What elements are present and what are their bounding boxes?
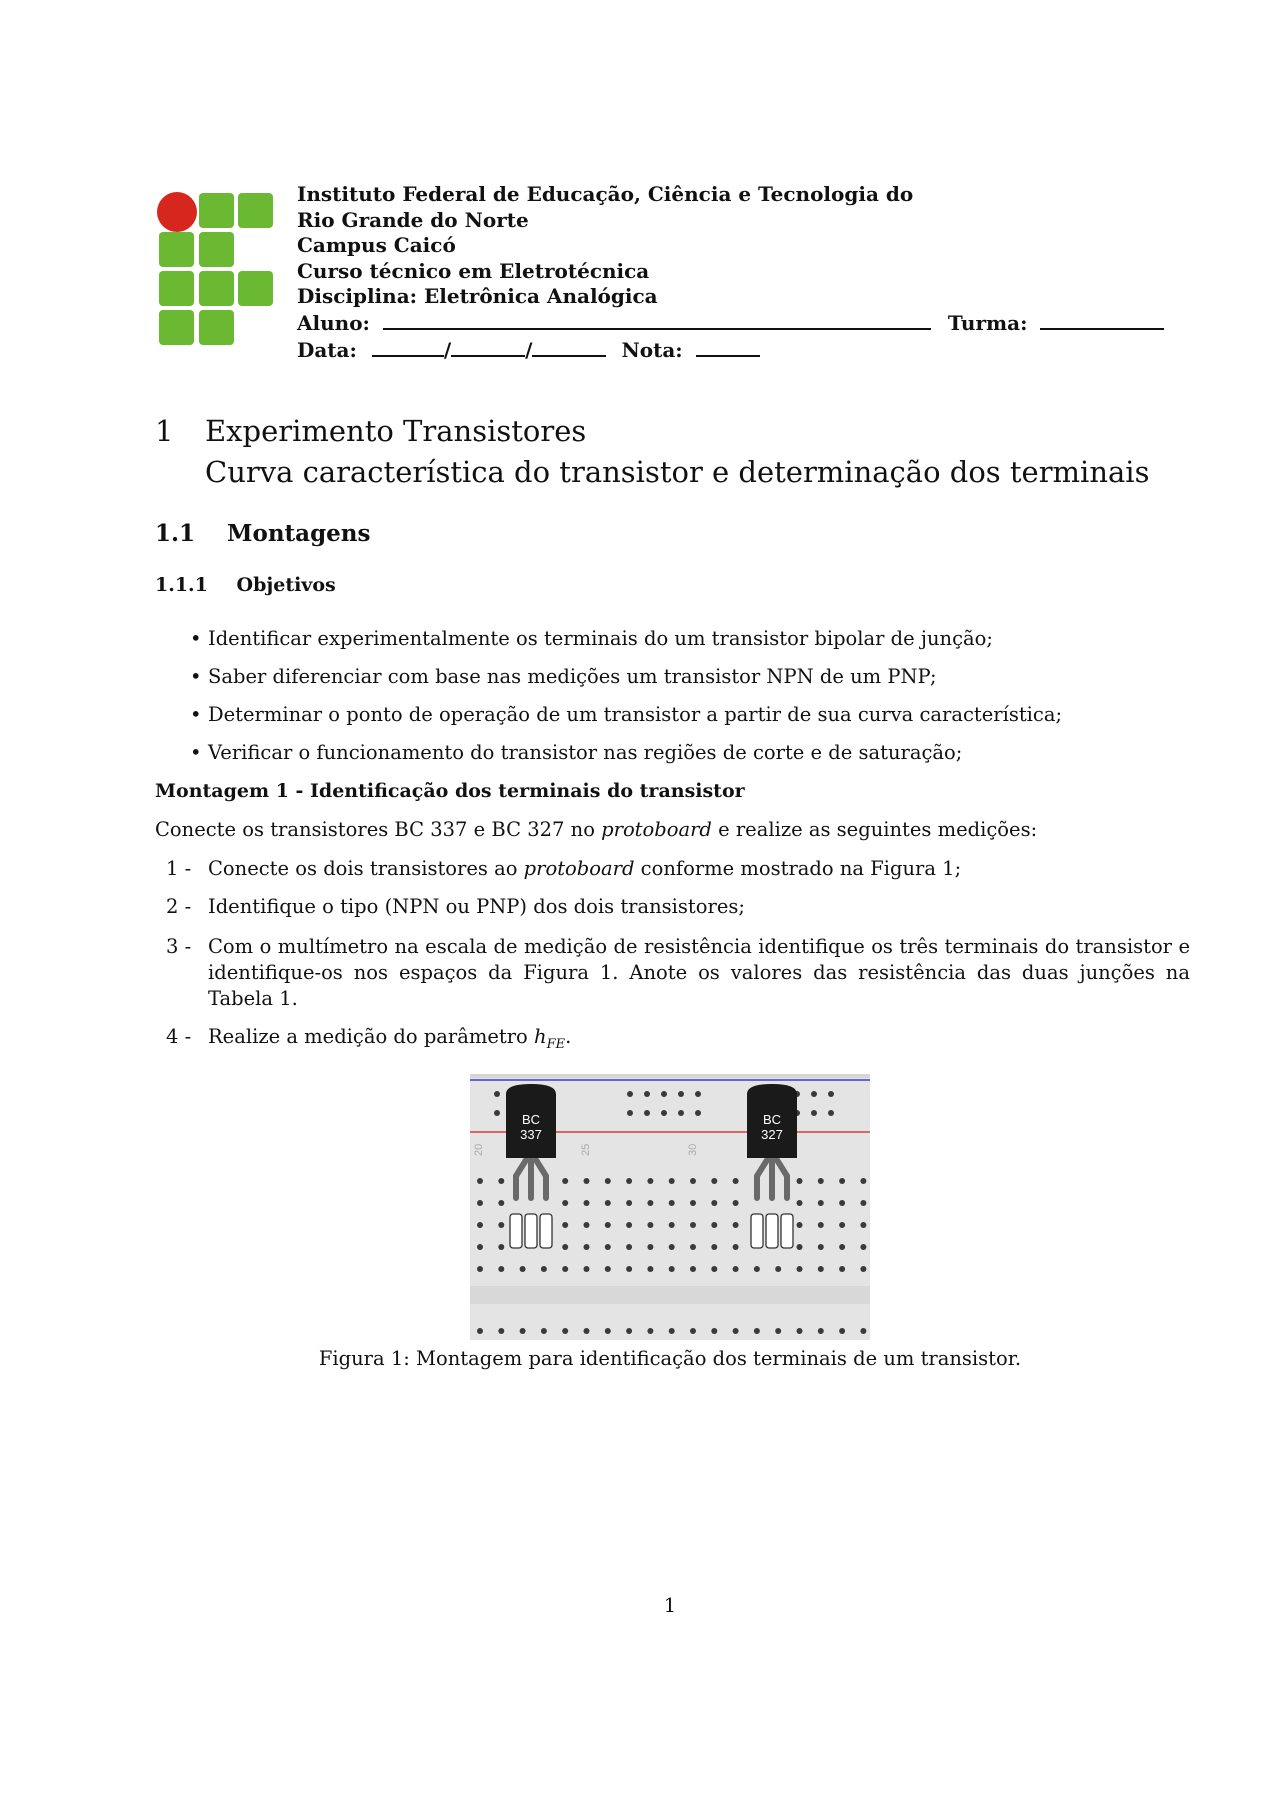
step-number: 3 - — [166, 935, 192, 958]
breadboard-hole — [860, 1178, 866, 1184]
breadboard-hole — [498, 1266, 504, 1272]
section-1-title-line1: Experimento Transistores — [205, 414, 587, 448]
breadboard-hole — [818, 1200, 824, 1206]
institution-line2: Rio Grande do Norte — [297, 207, 529, 232]
course: Curso técnico em Eletrotécnica — [297, 258, 650, 283]
breadboard-hole — [477, 1178, 483, 1184]
breadboard-hole — [584, 1244, 590, 1250]
breadboard-hole — [562, 1222, 568, 1228]
column-label: 20 — [473, 1143, 485, 1156]
breadboard-hole — [494, 1091, 500, 1097]
breadboard-hole — [839, 1266, 845, 1272]
section-1-1-heading — [155, 520, 370, 547]
transistor-bc327 — [747, 1084, 797, 1198]
breadboard-hole — [627, 1091, 633, 1097]
breadboard-hole — [690, 1200, 696, 1206]
campus: Campus Caicó — [297, 233, 456, 258]
breadboard-hole — [733, 1328, 739, 1334]
breadboard-hole — [644, 1110, 650, 1116]
step-number: 2 - — [166, 895, 192, 918]
section-1-1-number: 1.1 — [155, 520, 196, 547]
page-number: 1 — [663, 1594, 677, 1617]
section-1-heading — [155, 411, 1155, 495]
breadboard-hole — [797, 1244, 803, 1250]
breadboard-hole — [669, 1266, 675, 1272]
list-item: • Identificar experimentalmente os terminais do um transistor bipolar de junção; — [190, 627, 993, 650]
date-row — [297, 337, 1164, 364]
breadboard-hole — [733, 1266, 739, 1272]
breadboard-hole — [584, 1222, 590, 1228]
breadboard-hole — [626, 1244, 632, 1250]
breadboard-hole — [818, 1244, 824, 1250]
breadboard-hole — [605, 1200, 611, 1206]
param-hfe: $h_{FE}$ — [534, 1025, 566, 1052]
breadboard-hole — [498, 1200, 504, 1206]
section-1-1-1-title: Objetivos — [236, 574, 336, 596]
ifrn-logo — [157, 192, 275, 348]
breadboard-hole — [562, 1244, 568, 1250]
breadboard-hole — [520, 1328, 526, 1334]
section-1-1-title: Montagens — [227, 520, 371, 547]
breadboard-hole — [860, 1222, 866, 1228]
breadboard-hole — [775, 1266, 781, 1272]
breadboard-hole — [860, 1266, 866, 1272]
breadboard-hole — [711, 1222, 717, 1228]
breadboard-hole — [733, 1200, 739, 1206]
breadboard-hole — [647, 1200, 653, 1206]
logo-red-circle — [157, 192, 197, 232]
breadboard-hole — [797, 1222, 803, 1228]
figure-caption: Figura 1: Montagem para identificação dos terminais de um transistor. — [318, 1347, 1022, 1370]
step-item: 4 - Realize a medição do parâmetro $h_{FE}$. — [166, 1025, 572, 1052]
breadboard-hole — [477, 1266, 483, 1272]
breadboard-hole — [733, 1178, 739, 1184]
breadboard-hole — [584, 1200, 590, 1206]
breadboard-hole — [690, 1178, 696, 1184]
breadboard-hole — [754, 1266, 760, 1272]
date-separator: / — [525, 337, 533, 362]
breadboard-hole — [498, 1178, 504, 1184]
breadboard-hole — [754, 1328, 760, 1334]
breadboard-hole — [562, 1266, 568, 1272]
breadboard-hole — [828, 1091, 834, 1097]
breadboard-hole — [818, 1266, 824, 1272]
list-item: • Verificar o funcionamento do transistor nas regiões de corte e de saturação; — [190, 741, 963, 764]
breadboard-hole — [678, 1091, 684, 1097]
breadboard-hole — [669, 1328, 675, 1334]
grade-label: Nota: — [621, 337, 683, 362]
breadboard-hole — [647, 1178, 653, 1184]
breadboard-hole — [711, 1266, 717, 1272]
breadboard-hole — [584, 1178, 590, 1184]
breadboard-hole — [477, 1328, 483, 1334]
bullet: • — [190, 703, 202, 726]
section-1-1-1-number: 1.1.1 — [155, 574, 208, 596]
column-label: 25 — [580, 1143, 592, 1156]
breadboard-hole — [695, 1091, 701, 1097]
breadboard-hole — [860, 1200, 866, 1206]
breadboard-hole — [669, 1178, 675, 1184]
breadboard-hole — [839, 1244, 845, 1250]
date-day-field[interactable] — [372, 337, 444, 357]
step-item: 1 - Conecte os dois transistores ao protoboard conforme mostrado na Figura 1; — [166, 857, 962, 880]
breadboard-hole — [562, 1328, 568, 1334]
breadboard-hole — [605, 1178, 611, 1184]
breadboard-hole — [605, 1266, 611, 1272]
class-label: Turma: — [947, 310, 1028, 335]
breadboard-hole — [627, 1110, 633, 1116]
transistor-label: 327 — [761, 1127, 783, 1142]
institution-line1: Instituto Federal de Educação, Ciência e Tecnologia do — [297, 182, 914, 206]
breadboard-hole — [828, 1110, 834, 1116]
breadboard-hole — [818, 1178, 824, 1184]
step-item: 2 - Identifique o tipo (NPN ou PNP) dos dois transistores; — [166, 895, 745, 918]
breadboard-hole — [584, 1328, 590, 1334]
breadboard-hole — [605, 1244, 611, 1250]
breadboard-hole — [541, 1266, 547, 1272]
discipline: Disciplina: Eletrônica Analógica — [297, 284, 658, 309]
breadboard-hole — [626, 1222, 632, 1228]
breadboard-hole — [477, 1244, 483, 1250]
breadboard-hole — [669, 1244, 675, 1250]
breadboard-hole — [839, 1328, 845, 1334]
bullet: • — [190, 627, 202, 650]
breadboard-hole — [797, 1200, 803, 1206]
breadboard-hole — [797, 1328, 803, 1334]
breadboard-hole — [797, 1266, 803, 1272]
breadboard-hole — [818, 1222, 824, 1228]
breadboard-hole — [711, 1244, 717, 1250]
breadboard-hole — [626, 1266, 632, 1272]
section-1-title-line2: Curva característica do transistor e determinação dos terminais — [205, 455, 1150, 489]
breadboard-hole — [477, 1200, 483, 1206]
breadboard-hole — [562, 1178, 568, 1184]
breadboard-hole — [690, 1266, 696, 1272]
breadboard-hole — [647, 1244, 653, 1250]
breadboard-hole — [494, 1110, 500, 1116]
bullet: • — [190, 665, 202, 688]
breadboard-hole — [605, 1222, 611, 1228]
breadboard-hole — [811, 1110, 817, 1116]
breadboard-hole — [477, 1222, 483, 1228]
breadboard-hole — [860, 1244, 866, 1250]
breadboard-hole — [520, 1266, 526, 1272]
header-block — [297, 182, 1164, 363]
transistor-label: BC — [521, 1112, 541, 1127]
breadboard-hole — [839, 1178, 845, 1184]
list-item: • Determinar o ponto de operação de um transistor a partir de sua curva característica; — [190, 703, 1063, 726]
breadboard-hole — [690, 1222, 696, 1228]
breadboard-hole — [644, 1091, 650, 1097]
transistor-label: BC — [762, 1112, 782, 1127]
student-label: Aluno: — [297, 310, 370, 335]
breadboard-hole — [626, 1328, 632, 1334]
bullet: • — [190, 741, 202, 764]
breadboard-hole — [695, 1110, 701, 1116]
breadboard-hole — [711, 1178, 717, 1184]
section-1-1-1-heading — [155, 574, 336, 596]
breadboard-hole — [811, 1091, 817, 1097]
breadboard-hole — [711, 1328, 717, 1334]
date-month-field[interactable] — [451, 337, 525, 357]
breadboard-hole — [797, 1178, 803, 1184]
column-label: 30 — [687, 1143, 699, 1156]
montagem-1-intro: Conecte os transistores BC 337 e BC 327 no protoboard e realize as seguintes medições: — [155, 818, 1038, 841]
breadboard-hole — [562, 1200, 568, 1206]
breadboard-hole — [605, 1328, 611, 1334]
step-number: 4 - — [166, 1025, 192, 1048]
breadboard-hole — [626, 1200, 632, 1206]
breadboard-hole — [669, 1200, 675, 1206]
breadboard-hole — [541, 1328, 547, 1334]
montagem-1-heading: Montagem 1 - Identificação dos terminais do transistor — [155, 780, 745, 802]
date-year-field[interactable] — [532, 337, 606, 357]
breadboard-hole — [860, 1328, 866, 1334]
list-item: • Saber diferenciar com base nas medições um transistor NPN de um PNP; — [190, 665, 937, 688]
step-number: 1 - — [166, 857, 192, 880]
breadboard-hole — [498, 1328, 504, 1334]
section-1-number: 1 — [155, 414, 174, 448]
student-field[interactable] — [383, 310, 931, 330]
transistor-label: 337 — [520, 1127, 542, 1142]
breadboard-hole — [711, 1200, 717, 1206]
breadboard-hole — [647, 1266, 653, 1272]
date-separator: / — [443, 337, 452, 362]
breadboard-hole — [626, 1178, 632, 1184]
breadboard-hole — [690, 1328, 696, 1334]
breadboard-hole — [733, 1244, 739, 1250]
breadboard-hole — [647, 1222, 653, 1228]
breadboard-hole — [678, 1110, 684, 1116]
breadboard-hole — [839, 1222, 845, 1228]
student-row — [297, 310, 1164, 337]
breadboard-hole — [661, 1110, 667, 1116]
breadboard-hole — [647, 1328, 653, 1334]
breadboard-hole — [839, 1200, 845, 1206]
breadboard-hole — [669, 1222, 675, 1228]
breadboard-hole — [775, 1328, 781, 1334]
date-label: Data: — [297, 337, 357, 362]
grade-field[interactable] — [696, 337, 760, 357]
breadboard-hole — [498, 1244, 504, 1250]
breadboard-hole — [818, 1328, 824, 1334]
step-item: 3 - Com o multímetro na escala de medição de resistência identifique os três terminais do transistor e identifique-os nos espaços da Figura 1. Anote os valores das resistência das duas junções na Tabela 1. — [166, 935, 1190, 1010]
breadboard-hole — [584, 1266, 590, 1272]
breadboard-figure — [470, 1074, 870, 1340]
transistor-bc337 — [506, 1084, 556, 1198]
breadboard-hole — [498, 1222, 504, 1228]
class-field[interactable] — [1040, 310, 1164, 330]
breadboard-hole — [690, 1244, 696, 1250]
breadboard-hole — [733, 1222, 739, 1228]
breadboard-hole — [661, 1091, 667, 1097]
